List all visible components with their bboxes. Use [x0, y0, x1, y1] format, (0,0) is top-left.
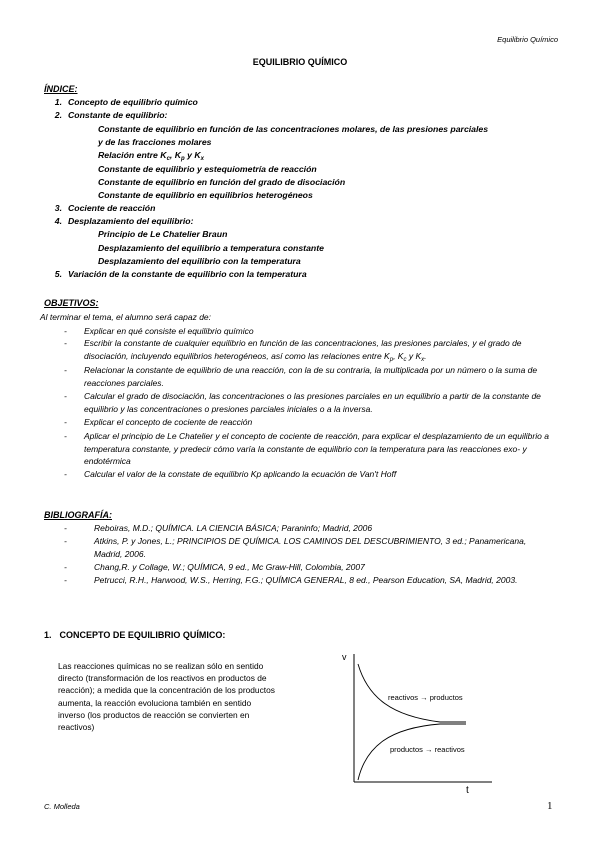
objective-item: - Explicar el concepto de cociente de reacción [64, 417, 253, 427]
running-header: Equilibrio Químico [497, 35, 558, 44]
bibliography-item: - Reboiras, M.D.; QUÍMICA. LA CIENCIA BÁSICA; Paraninfo; Madrid, 2006 [64, 523, 373, 533]
bottom-curve-label: productos → reactivos [390, 745, 465, 754]
bibliography-item: - Atkins, P. y Jones, L.; PRINCIPIOS DE QUÍMICA. LOS CAMINOS DEL DESCUBRIMIENTO, 3 ed.; Panamericana, Madrid, 2006. [64, 536, 527, 559]
index-subitem: Desplazamiento del equilibrio con la temperatura [98, 256, 301, 266]
bibliography-section [44, 510, 527, 585]
objective-item: - Aplicar el principio de Le Chatelier y el concepto de cociente de reacción, para explicar el desplazamiento de un equilibrio a temperatura constante, y predecir cómo varía la constante de equilibrio con la temperatura para las reacciones exo- y endotérmica [64, 431, 549, 466]
section-1-paragraph: Las reacciones químicas no se realizan sólo en sentido directo (transformación de los reactivos en productos de reacción); a medida que la concentración de los productos aumenta, la reacción evoluciona también en sentido inverso (los productos de reacción se convierten en reactivos) [58, 661, 275, 733]
page-number: 1 [547, 800, 553, 812]
objective-item: - Relacionar la constante de equilibrio de una reacción, con la de su contraria, la multiplicada por un número o la suma de reacciones parciales. [64, 365, 538, 388]
document-title: EQUILIBRIO QUÍMICO [252, 57, 348, 67]
objectives-section [40, 298, 564, 479]
x-axis-label: t [466, 785, 469, 796]
bibliography-item: - Petrucci, R.H., Harwood, W.S., Herring, F.G.; QUÍMICA GENERAL, 8 ed., Pearson Education, SA, Madrid, 2003. [64, 575, 518, 585]
index-subitem: Constante de equilibrio en función del grado de disociación [98, 177, 346, 187]
index-item-5: 5. Variación de la constante de equilibrio con la temperatura [54, 269, 307, 279]
objective-item: - Calcular el grado de disociación, las concentraciones o las presiones parciales en un equilibrio a partir de la constante de equilibrio y las concentraciones o presiones parciales iniciales o a la inversa. [64, 391, 541, 414]
y-axis-label: v [342, 652, 347, 662]
index-subitem: Constante de equilibrio en función de las concentraciones molares, de las presiones parciales [98, 124, 489, 134]
index-item-1: 1. Concepto de equilibrio químico [54, 97, 198, 107]
top-curve-label: reactivos → productos [388, 693, 463, 702]
footer-author: C. Molleda [44, 802, 80, 811]
objective-item: - Escribir la constante de cualquier equilibrio en función de las concentraciones, las presiones parciales, y el grado de disociación, incluyendo equilibrios heterogéneos, así como las relaciones entre $K_p$, $K_c$ y $K_x$. [64, 338, 522, 363]
objectives-intro: Al terminar el tema, el alumno será capaz de: [40, 312, 212, 322]
index-subitem: Constante de equilibrio en equilibrios heterogéneos [98, 190, 313, 200]
index-subitem: Constante de equilibrio y estequiometría de reacción [98, 164, 317, 174]
index-item-4: 4. Desplazamiento del equilibrio: [54, 216, 194, 226]
index-section [44, 84, 489, 279]
objective-item: - Explicar en qué consiste el equilibrio químico [64, 326, 254, 336]
index-subitem: Principio de Le Chatelier Braun [98, 229, 228, 239]
bibliography-label: BIBLIOGRAFÍA: [44, 510, 112, 520]
index-item-2: 2. Constante de equilibrio: [54, 110, 168, 120]
index-item-3: 3. Cociente de reacción [54, 203, 156, 213]
index-subitem: y de las fracciones molares [98, 137, 212, 147]
index-subitem: Desplazamiento del equilibrio a temperatura constante [98, 243, 324, 253]
objectives-label: OBJETIVOS: [44, 298, 99, 308]
index-subitem-relation: Relación entre $K_c$, $K_p$ y $K_x$ [98, 150, 204, 162]
section-1-heading: 1. CONCEPTO DE EQUILIBRIO QUÍMICO: [44, 630, 226, 640]
bibliography-item: - Chang,R. y Collage, W.; QUÍMICA, 9 ed., Mc Graw-Hill, Colombia, 2007 [64, 562, 365, 572]
equilibrium-rate-graph [340, 646, 500, 798]
index-label: ÍNDICE: [44, 84, 78, 94]
objective-item: - Calcular el valor de la constate de equilibrio Kp aplicando la ecuación de Van't Hoff [64, 469, 397, 479]
